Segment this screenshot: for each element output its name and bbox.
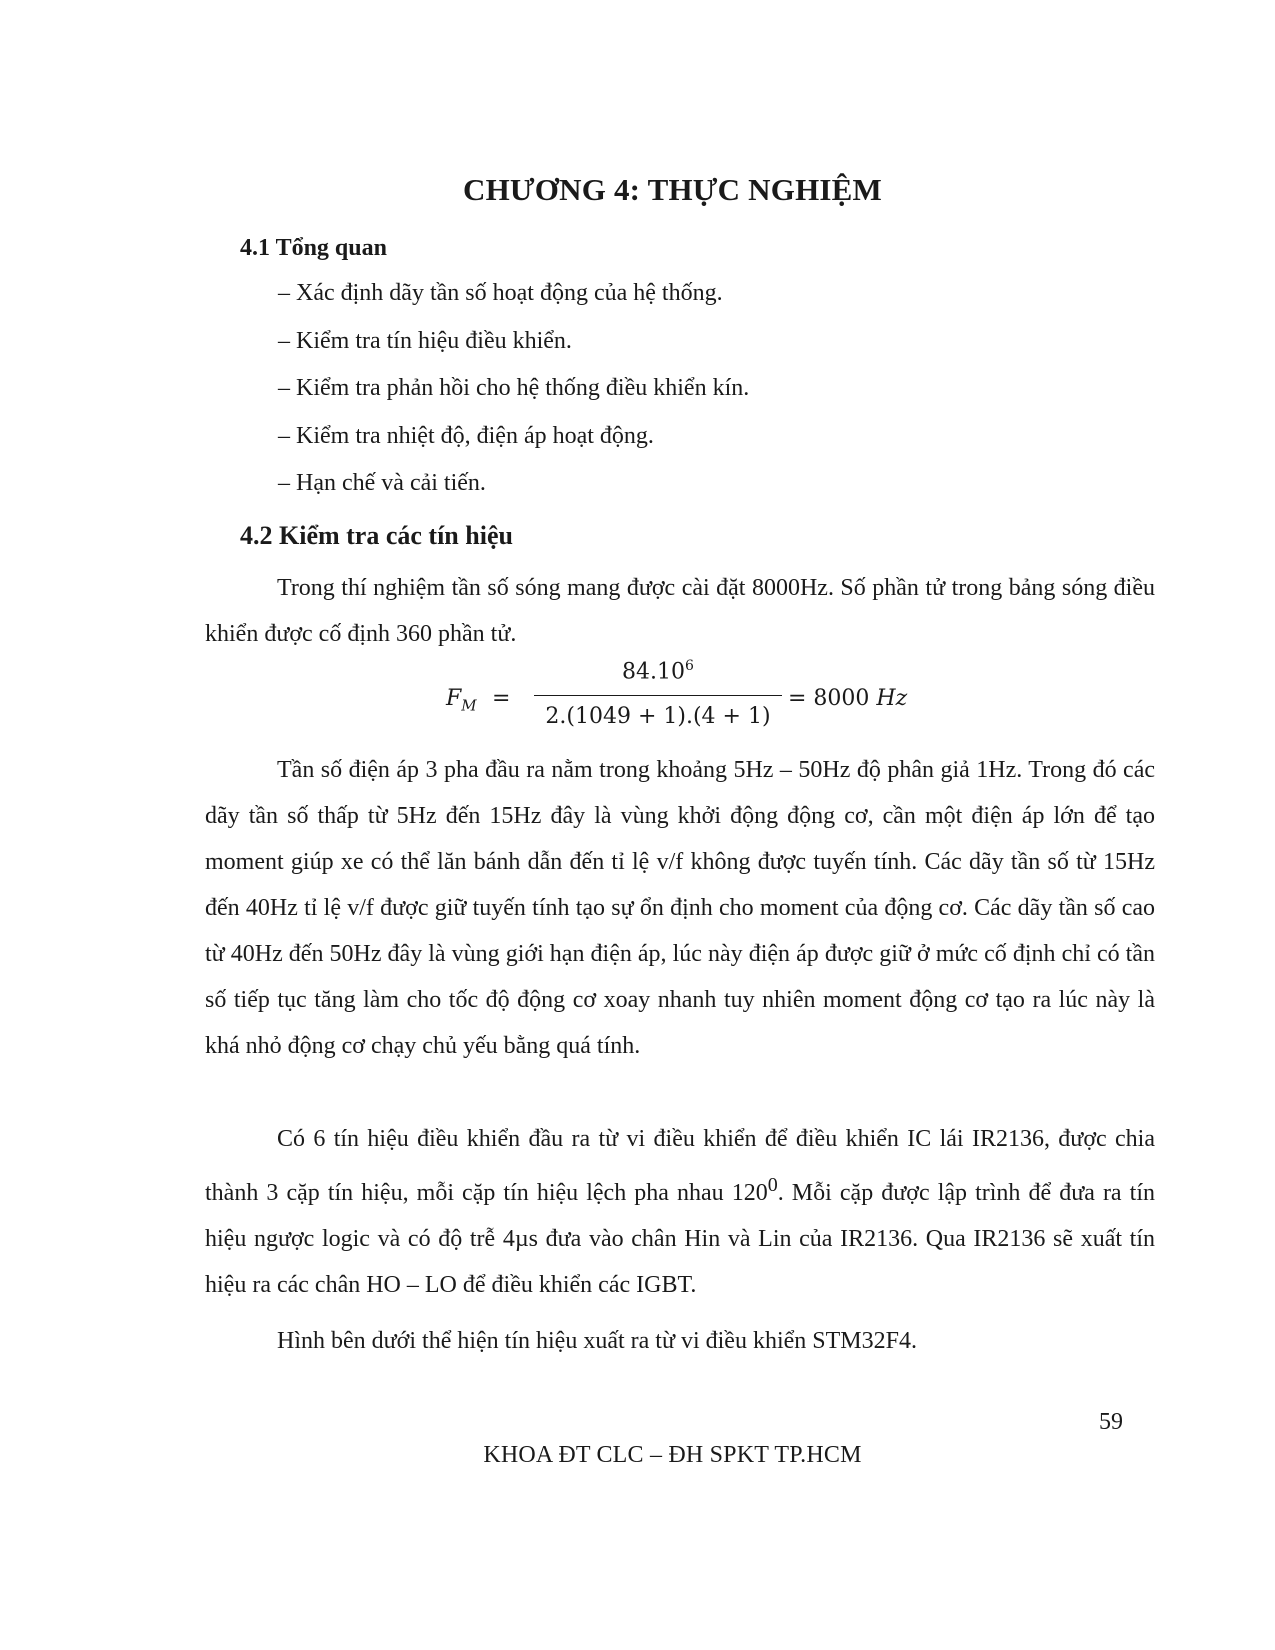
paragraph-text: . Mỗi cặp được lập trình để đưa ra tín hiệu ngược logic và có độ trễ 4µs đưa vào chân Hin và Lin của IR2136. Qua IR2136 sẽ xuất tín hiệu ra các chân HO – LO để điều khiển các IGBT.: [205, 1180, 1155, 1298]
overview-list: [278, 279, 749, 517]
formula-result: = 8000 Hz: [788, 686, 908, 711]
page-number: 59: [1099, 1409, 1123, 1435]
list-item: – Kiểm tra phản hồi cho hệ thống điều khiển kín.: [278, 375, 750, 401]
degree-superscript: 0: [767, 1174, 778, 1196]
fraction-bar: [534, 695, 782, 696]
paragraph-text: Có 6 tín hiệu điều khiển đầu ra từ vi điều khiển để điều khiển IC lái IR2136, được chia thành 3 cặp tín hiệu, mỗi cặp tín hiệu lệch pha nhau 120: [205, 1126, 1155, 1206]
list-item: – Kiểm tra nhiệt độ, điện áp hoạt động.: [278, 422, 654, 449]
paragraph-text: Tần số điện áp 3 pha đầu ra nằm trong khoảng 5Hz – 50Hz độ phân giả 1Hz. Trong đó các dãy tần số thấp từ 5Hz đến 15Hz đây là vùng khởi động động cơ, cần một điện áp lớn để tạo moment giúp xe có thể lăn bánh dẫn đến tỉ lệ v/f không được tuyến tính. Các dãy tần số từ 15Hz đến 40Hz tỉ lệ v/f được giữ tuyến tính tạo sự ổn định cho moment của động cơ. Các dãy tần số cao từ 40Hz đến 50Hz đây là vùng giới hạn điện áp, lúc này điện áp được giữ ở mức cố định chỉ có tần số tiếp tục tăng làm cho tốc độ động cơ xoay nhanh tuy nhiên moment động cơ tạo ra lúc này là khá nhỏ động cơ chạy chủ yếu bằng quá tính.: [205, 757, 1155, 1059]
page-footer: KHOA ĐT CLC – ĐH SPKT TP.HCM: [483, 1442, 862, 1468]
paragraph-text: Hình bên dưới thể hiện tín hiệu xuất ra từ vi điều khiển STM32F4.: [277, 1328, 917, 1354]
list-item: – Hạn chế và cải tiến.: [278, 470, 486, 496]
formula-equals: =: [492, 686, 511, 711]
formula-denominator: 2.(1049 + 1).(4 + 1): [545, 704, 771, 729]
formula-lhs: $F_M$: [446, 686, 477, 715]
paragraph-frequency-range: [205, 747, 1155, 1069]
paragraph-carrier: [205, 565, 1155, 657]
section-heading-overview: 4.1 Tổng quan: [240, 235, 387, 261]
section-heading-signals: 4.2 Kiểm tra các tín hiệu: [240, 521, 513, 550]
paragraph-figure-intro: [205, 1318, 1155, 1364]
frequency-formula: [446, 658, 916, 736]
formula-numerator: 84.10$^6$: [622, 658, 694, 685]
list-item: – Kiểm tra tín hiệu điều khiển.: [278, 327, 572, 354]
paragraph-control-signals: [205, 1116, 1155, 1308]
chapter-title: CHƯƠNG 4: THỰC NGHIỆM: [463, 172, 882, 207]
list-item: – Xác định dãy tần số hoạt động của hệ thống.: [278, 280, 723, 306]
paragraph-text: Trong thí nghiệm tần số sóng mang được cài đặt 8000Hz. Số phần tử trong bảng sóng điều khiển được cố định 360 phần tử.: [205, 575, 1155, 647]
